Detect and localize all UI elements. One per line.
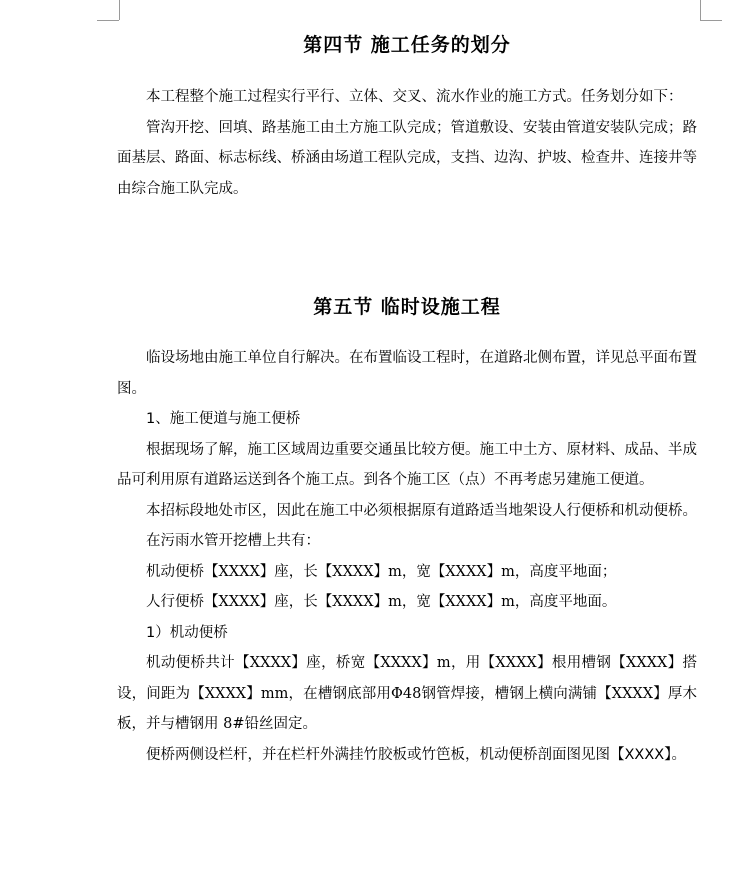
paragraph: 便桥两侧设栏杆，并在栏杆外满挂竹胶板或竹笆板，机动便桥剖面图见图【XXXX】。 (146, 746, 686, 763)
section-4-body (117, 82, 697, 204)
paragraph: 根据现场了解，施工区域周边重要交通虽比较方便。施工中土方、原材料、成品、半成品可利用原有道路运送到各个施工点。到各个施工区（点）不再考虑另建施工便道。 (117, 441, 697, 488)
section-4-title: 第四节 施工任务的划分 (303, 34, 511, 56)
margin-corner-mark-right (700, 0, 701, 20)
margin-corner-mark-right-h (700, 20, 722, 21)
paragraph: 管沟开挖、回填、路基施工由土方施工队完成；管道敷设、安装由管道安装队完成；路面基层、路面、标志标线、桥涵由场道工程队完成，支挡、边沟、护坡、检查井、连接井等由综合施工队完成。 (117, 119, 697, 197)
subheading: 1）机动便桥 (146, 624, 228, 641)
paragraph: 在污雨水管开挖槽上共有： (146, 533, 320, 549)
subheading: 1、施工便道与施工便桥 (146, 411, 301, 427)
paragraph: 人行便桥【XXXX】座，长【XXXX】m，宽【XXXX】m，高度平地面。 (146, 594, 617, 610)
section-5-body (117, 343, 697, 770)
paragraph: 本招标段地处市区，因此在施工中必须根据原有道路适当地架设人行便桥和机动便桥。 (146, 502, 697, 519)
paragraph: 本工程整个施工过程实行平行、立体、交叉、流水作业的施工方式。任务划分如下： (146, 89, 683, 105)
paragraph: 临设场地由施工单位自行解决。在布置临设工程时，在道路北侧布置，详见总平面布置图。 (117, 350, 697, 397)
paragraph: 机动便桥【XXXX】座，长【XXXX】m，宽【XXXX】m，高度平地面； (146, 563, 617, 580)
margin-corner-mark-left-h (97, 20, 119, 21)
paragraph: 机动便桥共计【XXXX】座，桥宽【XXXX】m，用【XXXX】根用槽钢【XXXX】搭设，间距为【XXXX】mm，在槽钢底部用Φ48钢管焊接，槽钢上横向满铺【XXXX】厚木板，并与槽钢用 8#铅丝固定。 (117, 655, 697, 732)
margin-corner-mark-left (119, 0, 120, 20)
section-5-title: 第五节 临时设施工程 (313, 296, 501, 318)
